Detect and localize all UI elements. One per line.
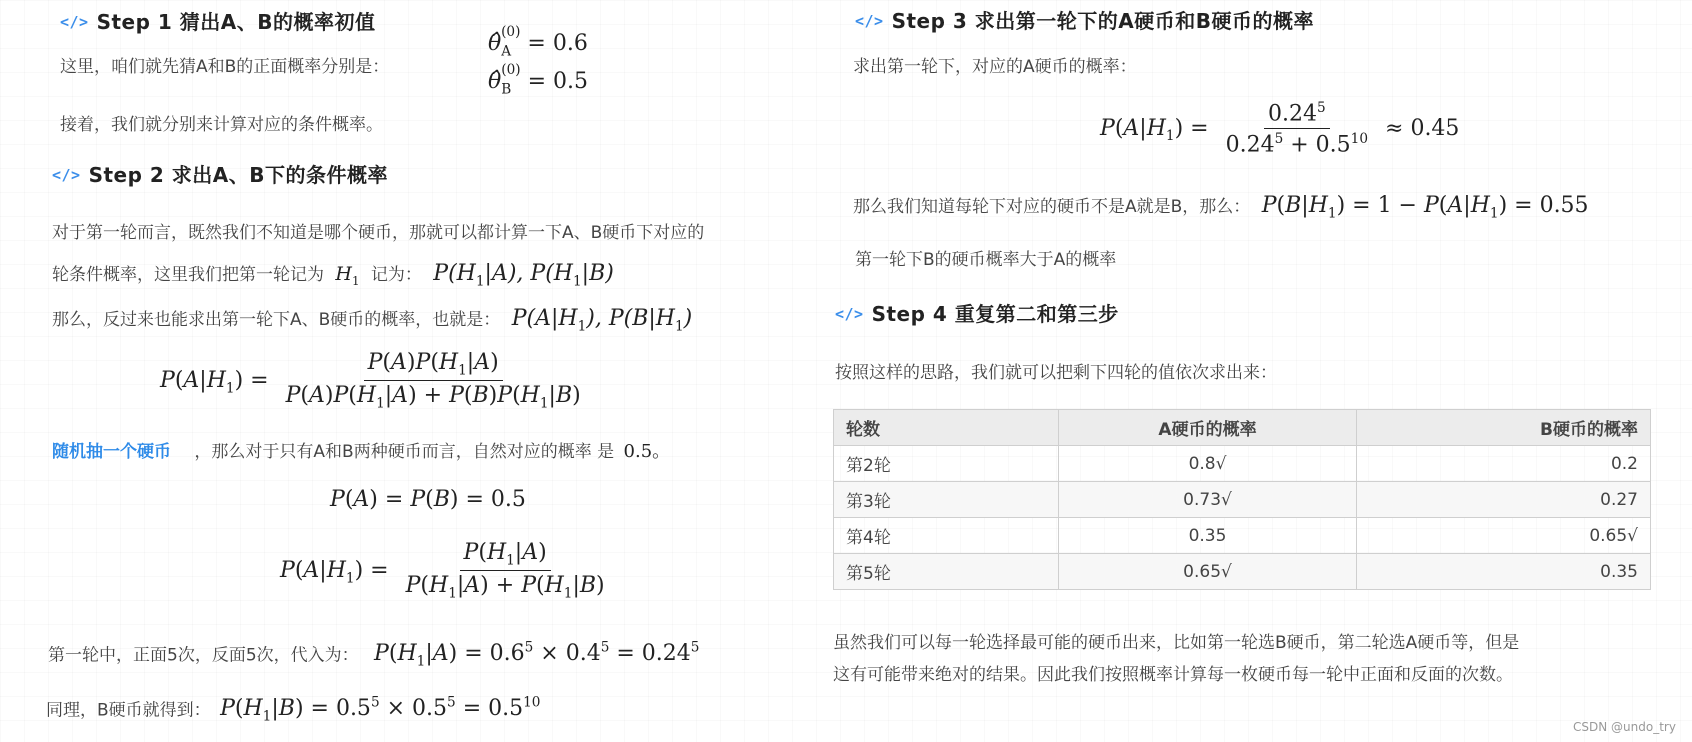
h1-symbol: $H_1$ [335,263,360,288]
table-header-row [834,410,1651,446]
conclusion-line-2: 这有可能带来绝对的结果。因此我们按照概率计算每一枚硬币每一轮中正面和反面的次数。 [833,665,1513,685]
conditional-formula: $P(H_1|A)$, $P(H_1|B)$ [433,261,614,290]
code-icon: </> [52,166,81,184]
likelihood-a-formula: $P(H_1|A) = 0.6^5 \times 0.4^5 = 0.24^5$ [374,640,700,670]
bayes-formula: $P(A|H_1)$ = $\frac{P(A)P(H_1|A)}{P(A)P(H_1|A) + P(B)P(H_1|B)}$ [160,350,581,412]
header-a-prob: A硬币的概率 [1059,410,1357,446]
likelihood-b-formula: $P(H_1|B) = 0.5^5 \times 0.5^5 = 0.5^{10}$ [220,695,541,725]
random-coin-link[interactable]: 随机抽一个硬币 [52,442,171,462]
then-text: 接着，我们就分别来计算对应的条件概率。 [60,115,383,135]
watermark: CSDN @undo_try [1573,720,1676,734]
step2-heading: </> Step 2 求出A、B下的条件概率 [52,163,389,187]
step3-heading: </> Step 3 求出第一轮下的A硬币和B硬币的概率 [855,9,1315,33]
table-row: 第2轮 0.8√ 0.2 [834,446,1651,482]
theta-b-formula: $\thetâ_B^{(0)} = 0.5$ [488,62,588,98]
paragraph-1: 对于第一轮而言，既然我们不知道是哪个硬币，那就可以都计算一下A、B硬币下对应的 [52,223,705,243]
code-icon: </> [835,305,864,323]
round1-paragraph: 第一轮中，正面5次，反面5次，代入为： $P(H_1|A) = 0.6^5 \times 0.4^5 = 0.24^5$ [48,640,700,670]
table-row: 第5轮 0.65√ 0.35 [834,554,1651,590]
posterior-formula: $P(A|H_1)$, $P(B|H_1)$ [511,306,693,335]
know-paragraph: 那么我们知道每轮下对应的硬币不是A就是B，那么： $P(B|H_1) = 1 - P(A|H_1) = 0.55$ [853,193,1589,222]
step4-heading: </> Step 4 重复第二和第三步 [835,302,1119,326]
step4-text: 按照这样的思路，我们就可以把剩下四轮的值依次求出来： [835,363,1277,383]
step3-text: 求出第一轮下，对应的A硬币的概率： [853,57,1137,77]
probability-table [833,409,1651,590]
paragraph-3: 那么，反过来也能求出第一轮下A、B硬币的概率，也就是： $P(A|H_1)$, $P(B|H_1)$ [52,306,693,335]
same-paragraph: 同理，B硬币就得到： $P(H_1|B) = 0.5^5 \times 0.5^5 = 0.5^{10}$ [46,695,541,725]
theta-a-formula: $\thetâ_A^{(0)} = 0.6$ [488,24,588,60]
code-icon: </> [60,13,89,31]
table-row: 第4轮 0.35 0.65√ [834,518,1651,554]
compare-text: 第一轮下B的硬币概率大于A的概率 [855,250,1117,270]
step1-heading: </> Step 1 猜出A、B的概率初值 [60,10,376,34]
step1-text: 这里，咱们就先猜A和B的正面概率分别是： [60,57,390,77]
posterior-a-formula: $P(A|H_1)$ = $\frac{0.24^5}{0.24^5 + 0.5^{10}}$ ≈ 0.45 [1100,100,1460,158]
header-round: 轮数 [834,410,1059,446]
table-row: 第3轮 0.73√ 0.27 [834,482,1651,518]
header-b-prob: B硬币的概率 [1357,410,1651,446]
paragraph-2: 轮条件概率，这里我们把第一轮记为 $H_1$ 记为： $P(H_1|A)$, $P(H_1|B)$ [52,261,614,290]
random-paragraph: 随机抽一个硬币 ，那么对于只有A和B两种硬币而言，自然对应的概率 是 0.5。 [52,441,671,462]
code-icon: </> [855,12,884,30]
simplified-bayes-formula: $P(A|H_1)$ = $\frac{P(H_1|A)}{P(H_1|A) + P(H_1|B)}$ [280,540,605,602]
prior-formula: P(A) = P(B) = 0.5 [330,487,526,512]
posterior-b-formula: $P(B|H_1) = 1 - P(A|H_1) = 0.55$ [1261,193,1589,222]
conclusion-line-1: 虽然我们可以每一轮选择最可能的硬币出来，比如第一轮选B硬币，第二轮选A硬币等，但是 [833,633,1520,653]
